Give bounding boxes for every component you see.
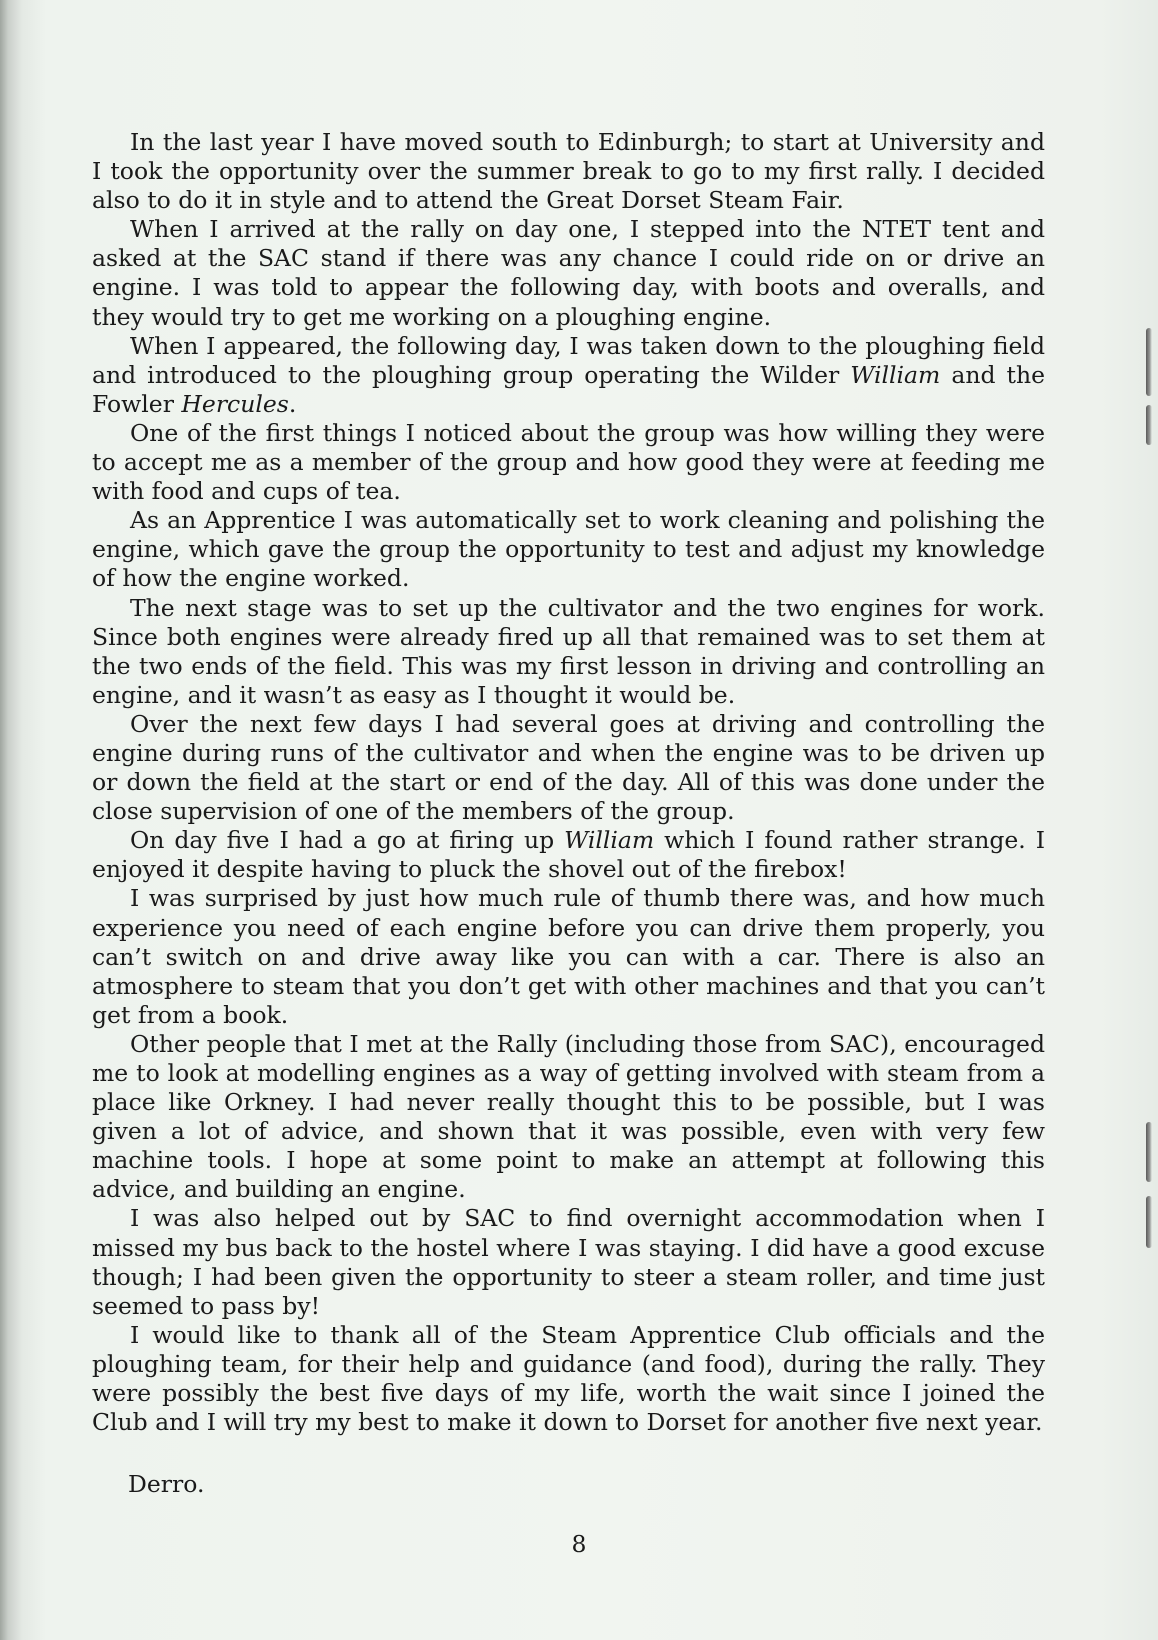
text-run: Other people that I met at the Rally (including those from SAC), encouraged me to look at modelling engines as a way of getting involved with steam from a place like Orkney. I had never really thought this to be possible, but I was given a lot of advice, and shown that it was possible, even with very few machine tools. I hope at some point to make an attempt at following this advice, and building an engine. [92, 1029, 1045, 1204]
paragraph [92, 506, 1045, 593]
text-run: I would like to thank all of the Steam Apprentice Club officials and the ploughing team, for their help and guidance (and food), during the rally. They were possibly the best five days of my life, worth the wait since I joined the Club and I will try my best to make it down to Dorset for another five next year. [92, 1320, 1045, 1437]
text-run: which I found rather strange. I enjoyed it despite having to pluck the shovel out of the firebox! [92, 826, 1046, 884]
paragraph [92, 215, 1045, 331]
text-run: I was surprised by just how much rule of thumb there was, and how much experience you need of each engine before you can drive them properly, you can’t switch on and drive away like you can with a car. There is also an atmosphere to steam that you don’t get with other machines and that you can’t get from a book. [92, 884, 1045, 1029]
text-run: In the last year I have moved south to Edinburgh; to start at University and I took the opportunity over the summer break to go to my first rally. I decided also to do it in style and to attend the Great Dorset Steam Fair. [92, 128, 1045, 215]
paragraph [92, 710, 1045, 826]
text-run: When I arrived at the rally on day one, I stepped into the NTET tent and asked at the SAC stand if there was any chance I could ride on or drive an engine. I was told to appear the following day, with boots and overalls, and they would try to get me working on a ploughing engine. [92, 215, 1045, 331]
binding-mark [1146, 405, 1152, 445]
paragraph [92, 1321, 1045, 1437]
text-run: The next stage was to set up the cultivator and the two engines for work. Since both engines were already fired up all that remained was to set them at the two ends of the field. This was my first lesson in driving and controlling an engine, and it wasn’t as easy as I thought it would be. [92, 593, 1045, 709]
text-run: As an Apprentice I was automatically set to work cleaning and polishing the engine, which gave the group the opportunity to test and adjust my knowledge of how the engine worked. [92, 506, 1045, 593]
paragraph [92, 1030, 1045, 1205]
article-body [92, 128, 1045, 1437]
binding-mark [1146, 1122, 1152, 1182]
text-run: Over the next few days I had several goes at driving and controlling the engine during runs of the cultivator and when the engine was to be driven up or down the field at the start or end of the day. All of this was done under the close supervision of one of the members of the group. [92, 709, 1045, 826]
text-run: One of the first things I noticed about the group was how willing they were to accept me as a member of the group and how good they were at feeding me with food and cups of tea. [92, 418, 1045, 506]
paragraph [92, 826, 1045, 884]
engine-name: William [850, 360, 941, 389]
text-run: On day five I had a go at firing up [130, 826, 565, 855]
paragraph [92, 332, 1045, 419]
text-run: I was also helped out by SAC to find overnight accommodation when I missed my bus back to the hostel where I was staying. I did have a good excuse though; I had been given the opportunity to steer a steam roller, and time just seemed to pass by! [92, 1204, 1045, 1320]
signoff: Derro. [128, 1470, 205, 1498]
text-run: . [288, 389, 297, 418]
paragraph [92, 884, 1045, 1029]
engine-name: Hercules [181, 389, 289, 418]
binding-mark [1146, 328, 1152, 396]
engine-name: William [564, 826, 655, 855]
paragraph [92, 1204, 1045, 1320]
paragraph [92, 594, 1045, 710]
text-run: and the Fowler [92, 360, 1045, 418]
paragraph [92, 419, 1045, 506]
paragraph [92, 128, 1045, 215]
page-number: 8 [571, 1530, 587, 1558]
text-run: When I appeared, the following day, I was taken down to the ploughing field and introduced to the ploughing group operating the Wilder [92, 331, 1045, 389]
binding-mark [1146, 1196, 1152, 1248]
